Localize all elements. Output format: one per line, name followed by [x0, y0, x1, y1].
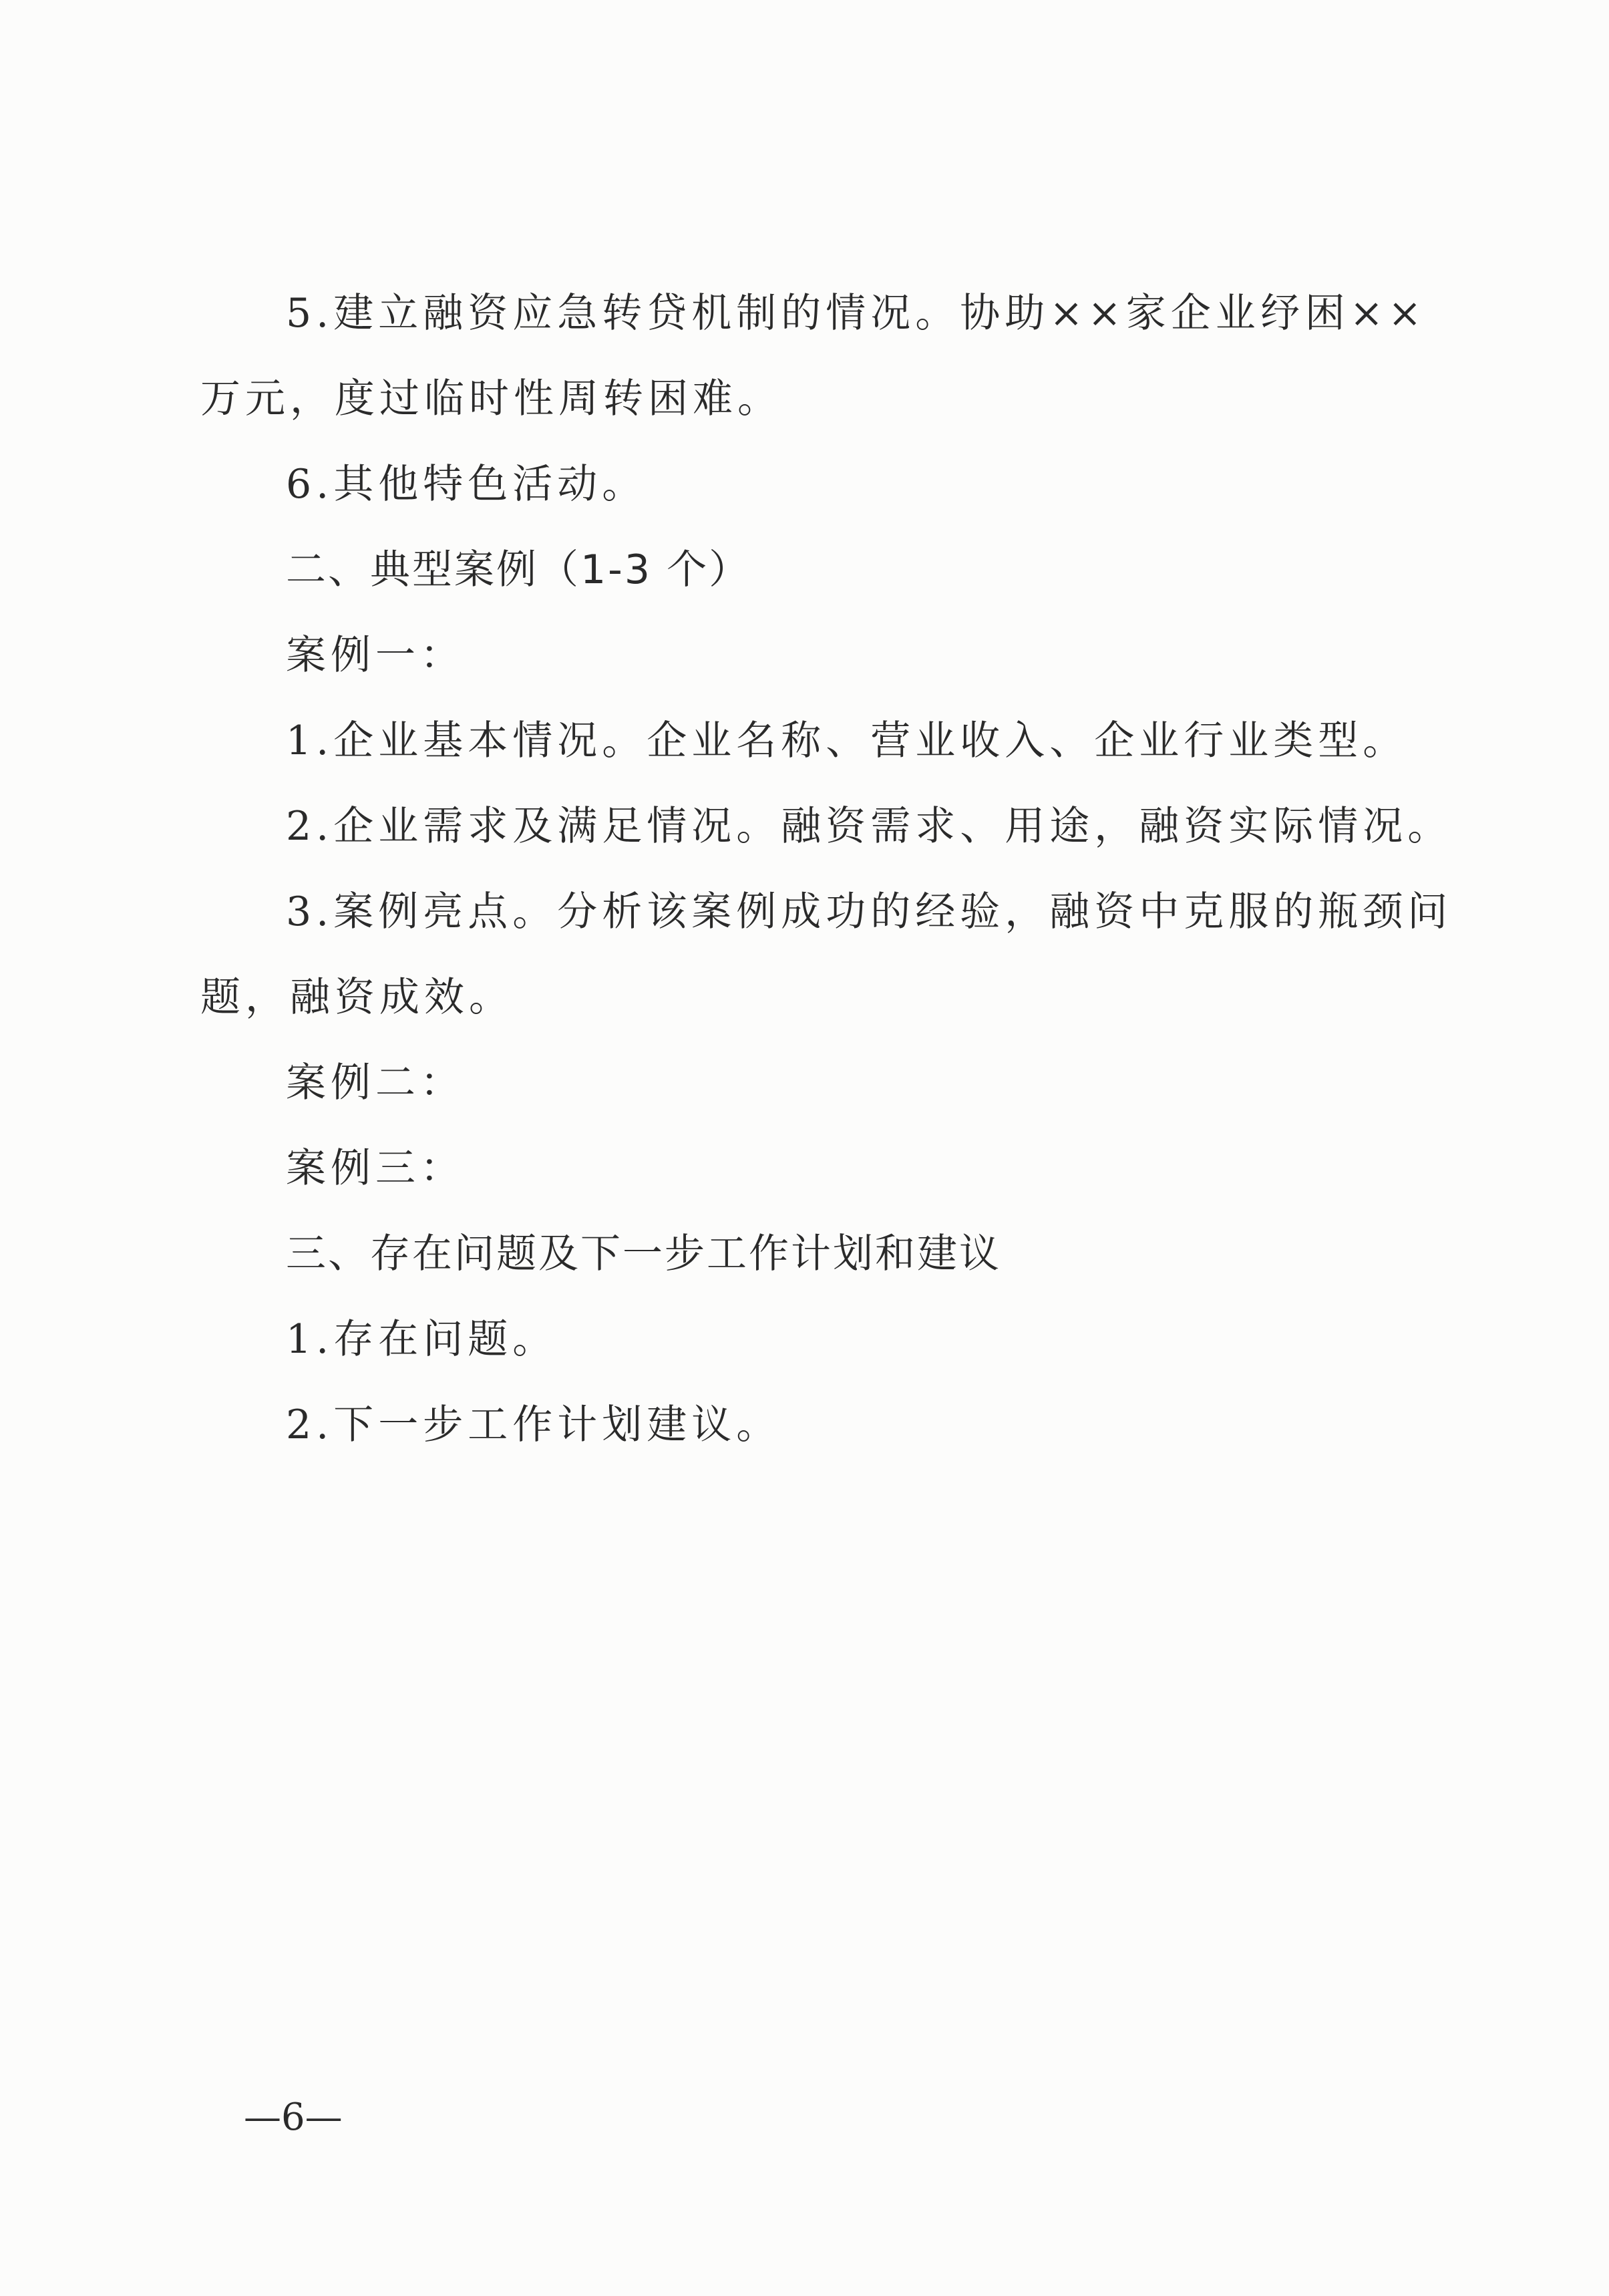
- case-two-label: 案例二：: [286, 1059, 465, 1106]
- paragraph-item-5-line-1: 5.建立融资应急转贷机制的情况。协助××家企业纾困××: [286, 290, 1427, 337]
- case-three-label: 案例三：: [286, 1145, 465, 1192]
- case-one-item-3-line-1: 3.案例亮点。分析该案例成功的经验，融资中克服的瓶颈问: [286, 888, 1453, 935]
- document-body: [200, 271, 1453, 1468]
- section-heading-typical-cases: 二、典型案例（1-3 个）: [286, 546, 751, 593]
- case-one-label: 案例一：: [286, 632, 465, 679]
- case-one-item-1: 1.企业基本情况。企业名称、营业收入、企业行业类型。: [286, 717, 1408, 764]
- case-one-item-3-line-2: 题，融资成效。: [200, 974, 514, 1021]
- paragraph-item-6: 6.其他特色活动。: [286, 461, 647, 508]
- case-one-item-2: 2.企业需求及满足情况。融资需求、用途，融资实际情况。: [286, 803, 1453, 850]
- problems-item-1: 1.存在问题。: [286, 1316, 558, 1363]
- section-heading-problems-plans: 三、存在问题及下一步工作计划和建议: [286, 1231, 1001, 1277]
- paragraph-item-5-line-2: 万元，度过临时性周转困难。: [200, 375, 782, 422]
- plans-item-2: 2.下一步工作计划建议。: [286, 1402, 781, 1448]
- page-number: —6—: [244, 2096, 343, 2139]
